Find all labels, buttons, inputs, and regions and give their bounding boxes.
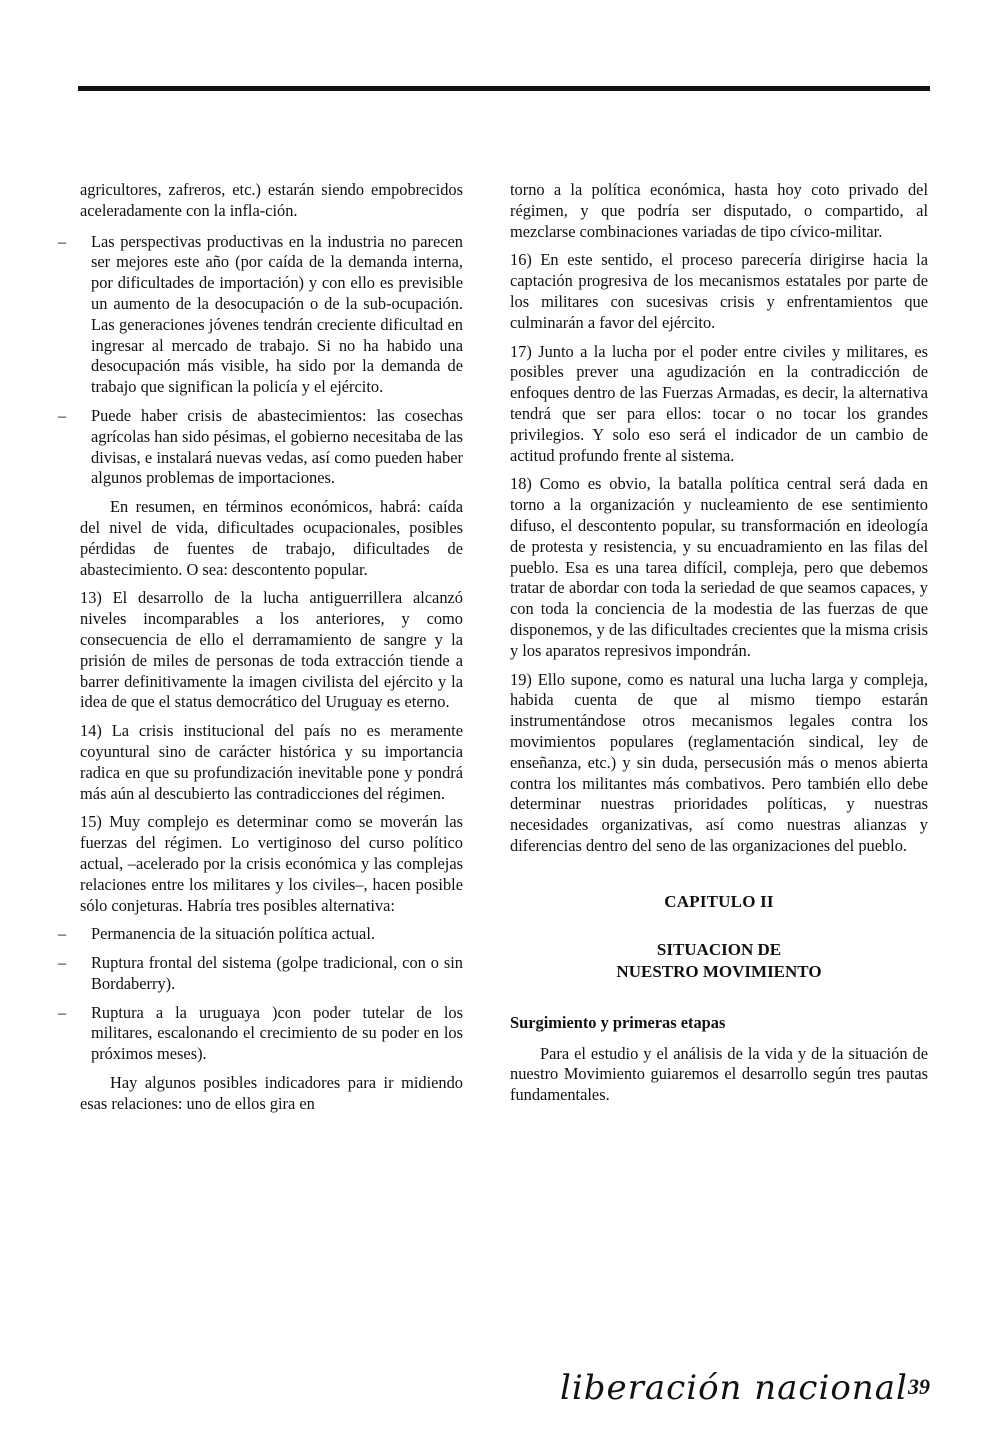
alternative-3 — [58, 1003, 463, 1065]
dash-item-supply — [58, 406, 463, 489]
page-number: 39 — [908, 1374, 930, 1399]
alternative-text: Ruptura a la uruguaya )con poder tutelar de los militares, escalonando el crecimiento de su poder en los próximos meses). — [91, 1002, 463, 1064]
alternative-text: Permanencia de la situación política actual. — [91, 924, 375, 944]
publication-logo: liberación nacional — [560, 1368, 908, 1408]
subheading: Surgimiento y primeras etapas — [510, 1012, 726, 1032]
right-column — [510, 180, 928, 1114]
dash-bullet: – — [58, 231, 67, 251]
dash-bullet: – — [58, 953, 67, 973]
section-title-line-2: NUESTRO MOVIMIENTO — [616, 961, 822, 981]
alternative-2 — [58, 953, 463, 995]
paragraph-indicators: Hay algunos posibles indicadores para ir midiendo esas relaciones: uno de ellos gira en — [80, 1073, 463, 1113]
paragraph-19: 19) Ello supone, como es natural una lucha larga y compleja, habida cuenta de que al mismo tiempo estarán instrumentándose otros mecanismos legales contra los movimientos populares (reglamentación sindical, ley de enseñanza, etc.) y sin duda, persecusión más o menos abierta contra los militantes más combativos. Pero también ello debe determinar nuestras prioridades políticas, y nuestras necesidades organizativas, así como nuestras alianzas y diferencias dentro del seno de las organizaciones del pueblo. — [510, 669, 928, 855]
paragraph-14: 14) La crisis institucional del país no es meramente coyuntural sino de carácter histórica y su importancia radica en que su profundización inevitable pone y pondrá más aún al descubierto las contradicciones del régimen. — [80, 721, 463, 803]
dash-bullet: – — [58, 1002, 67, 1022]
dash-item-text: Puede haber crisis de abastecimientos: las cosechas agrícolas han sido pésimas, el gobierno necesitaba de las divisas, e instalará nuevas vedas, así como pueden haber algunos problemas de importaciones. — [91, 405, 463, 488]
paragraph-continuation: agricultores, zafreros, etc.) estarán siendo empobrecidos aceleradamente con la infla-ción. — [80, 180, 463, 220]
paragraph-17: 17) Junto a la lucha por el poder entre civiles y militares, es posibles prever una agudización en la contradicción de enfoques dentro de las Fuerzas Armadas, es decir, la alternativa tendrá que ser para ellos: tocar o no tocar los grandes privilegios. Y solo eso será el indicador de un cambio de actitud profundo frente al sistema. — [510, 341, 928, 465]
paragraph-continuation: torno a la política económica, hasta hoy coto privado del régimen, y que podría ser disputado, o compartido, al mezclarse combinaciones variadas de tipo cívico-militar. — [510, 180, 928, 241]
paragraph-16: 16) En este sentido, el proceso parecería dirigirse hacia la captación progresiva de los mecanismos estatales por parte de los militares con sucesivas crisis y enfrentamientos que culminarán a favor del ejército. — [510, 250, 928, 332]
paragraph-summary: En resumen, en términos económicos, habrá: caída del nivel de vida, dificultades ocupacionales, posibles pérdidas de fuentes de trabajo, dificultades de abastecimiento. O sea: descontento popular. — [80, 497, 463, 579]
dash-bullet: – — [58, 405, 67, 425]
left-column — [58, 180, 463, 1123]
alternative-1 — [58, 924, 463, 945]
paragraph-13: 13) El desarrollo de la lucha antiguerrillera alcanzó niveles incomparables a los anteriores, y como consecuencia de ello el derramamiento de sangre y la prisión de miles de personas de toda extracción tiende a barrer definitivamente la imagen civilista del ejército y la idea de que el status democrático del Uruguay es eterno. — [80, 588, 463, 712]
top-rule — [78, 86, 930, 91]
paragraph-18: 18) Como es obvio, la batalla política central será dada en torno a la organización y nucleamiento de ese sentimiento difuso, el descontento popular, su transformación en ideología de protesta y resistencia, y su encuadramiento en las filas del pueblo. Esa es una tarea difícil, compleja, pero que debemos tratar de abordar con toda la seriedad de que seamos capaces, y con toda la conciencia de la modestia de las fuerzas de que disponemos, y de las dificultades crecientes que la misma crisis y los aparatos represivos impondrán. — [510, 474, 928, 660]
page-footer — [560, 1368, 930, 1414]
chapter-heading: CAPITULO II — [664, 891, 774, 911]
paragraph-15: 15) Muy complejo es determinar como se moverán las fuerzas del régimen. Lo vertiginoso del curso político actual, –acelerado por la crisis económica y las complejas relaciones entre los militares y los civiles–, hacen posible sólo conjeturas. Habría tres posibles alternativa: — [80, 812, 463, 915]
section-title-line-1: SITUACION DE — [656, 939, 782, 959]
paragraph-study: Para el estudio y el análisis de la vida y de la situación de nuestro Movimiento guiaremos el desarrollo según tres pautas fundamentales. — [510, 1043, 928, 1105]
dash-item-text: Las perspectivas productivas en la industria no parecen ser mejores este año (por caída de la demanda interna, por dificultades de importación) y con ello es previsible un aumento de la desocupación o de la sub-ocupación. Las generaciones jóvenes tendrán creciente dificultad en ingresar al mercado de trabajo. Si no ha habido una desocupación más visible, ha sido por la demanda de trabajo que significan la policía y el ejército. — [91, 231, 463, 397]
alternative-text: Ruptura frontal del sistema (golpe tradicional, con o sin Bordaberry). — [91, 953, 463, 993]
dash-bullet: – — [58, 924, 67, 944]
section-title — [510, 939, 928, 983]
dash-item-industry — [58, 232, 463, 398]
